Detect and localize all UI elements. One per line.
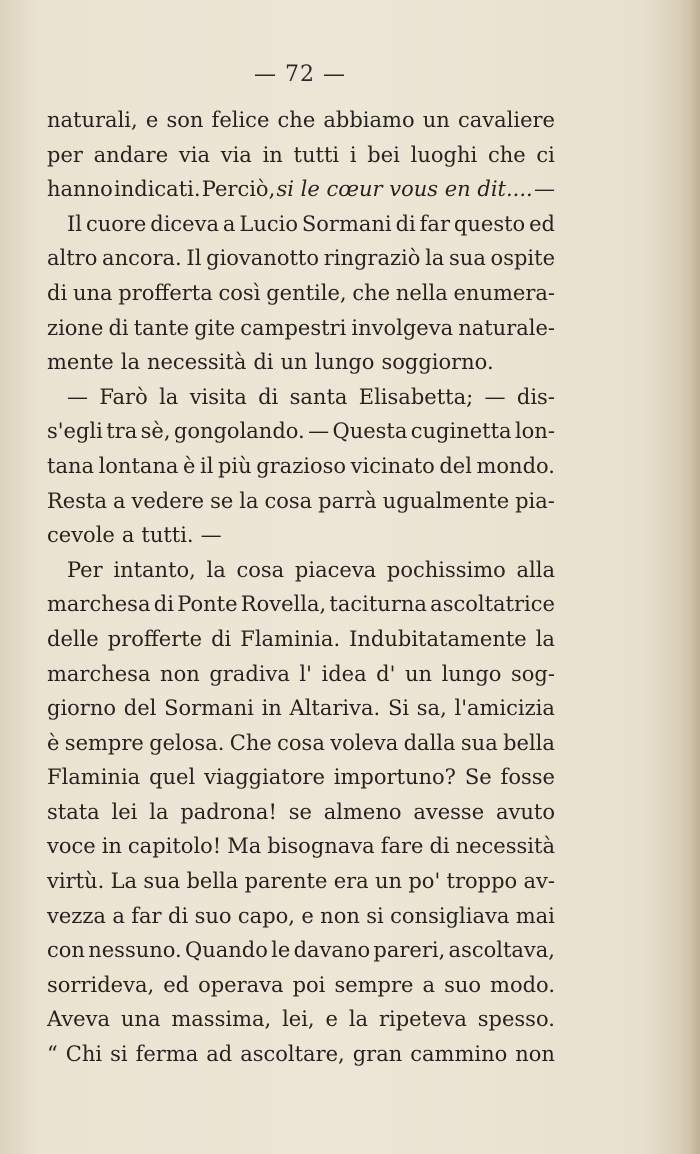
word: la	[535, 626, 555, 651]
word: è	[47, 730, 60, 755]
word: abbiamo	[323, 108, 415, 132]
word: dis-	[516, 384, 555, 409]
text-line	[47, 207, 555, 242]
word: sè,	[140, 419, 171, 444]
word: davano	[293, 938, 371, 963]
word: lungo	[441, 661, 502, 686]
word: Che	[229, 730, 272, 755]
word: capitolo!	[127, 834, 222, 859]
word: Ponte	[177, 592, 238, 617]
word: avesse	[413, 799, 485, 824]
word: nella	[395, 280, 448, 305]
word: ancora.	[102, 246, 182, 271]
word: lon-	[514, 419, 555, 444]
text-line	[47, 553, 555, 588]
word: gran	[352, 1042, 403, 1067]
word: la	[149, 799, 169, 824]
word: questo	[453, 211, 526, 236]
word: —	[200, 523, 222, 548]
word: ci	[536, 142, 555, 167]
word: le	[271, 938, 291, 963]
text-line	[47, 138, 555, 173]
word: campestri	[240, 315, 347, 340]
word: —	[308, 419, 330, 444]
word: dalla	[403, 730, 456, 755]
word: gongolando.	[173, 419, 305, 444]
word: avuto	[495, 799, 555, 824]
word: Elisabetta;	[358, 384, 474, 409]
text-line	[47, 241, 555, 276]
word: la	[206, 557, 226, 582]
word: spesso.	[477, 1007, 555, 1032]
word: Questa	[332, 419, 408, 444]
word: almeno	[323, 799, 402, 824]
word: per	[47, 142, 83, 167]
word: Resta	[47, 488, 107, 513]
word: piaceva	[294, 557, 377, 582]
word: av-	[523, 869, 555, 894]
word: se	[288, 799, 312, 824]
word: sa,	[416, 696, 447, 721]
word: che	[277, 108, 316, 132]
text-line	[47, 864, 555, 899]
word: via	[178, 142, 210, 167]
word: pareri,	[373, 938, 446, 963]
text-line	[47, 795, 555, 830]
word: stata	[47, 799, 100, 824]
word: cosa	[264, 488, 313, 513]
word: è	[183, 453, 196, 478]
word: grazioso	[256, 453, 347, 478]
word: son	[166, 108, 204, 132]
word: del	[123, 696, 157, 721]
word: bella	[503, 730, 555, 755]
word: ferma	[135, 1042, 199, 1067]
word: tana	[47, 453, 95, 478]
word: altro	[47, 246, 98, 271]
word: diceva	[150, 211, 219, 236]
word: di	[153, 592, 174, 617]
word: involgeva	[351, 315, 454, 340]
word: —	[533, 177, 555, 202]
word: modo.	[490, 972, 555, 997]
word: l'amicizia	[454, 696, 555, 721]
word: fosse	[500, 765, 555, 790]
word: non	[320, 903, 360, 928]
word: cosa	[236, 557, 285, 582]
word: si	[110, 1042, 128, 1067]
word: naturale-	[458, 315, 555, 340]
text-line	[47, 587, 555, 622]
text-line	[47, 691, 555, 726]
word: di	[395, 211, 416, 236]
word: gelosa.	[149, 730, 225, 755]
word: ringraziò	[323, 246, 421, 271]
word: non	[160, 661, 200, 686]
word: profferta	[118, 280, 213, 305]
page-edge	[686, 0, 700, 1154]
word: idea	[321, 661, 367, 686]
word: vicinato	[350, 453, 435, 478]
word: Altariva.	[289, 696, 381, 721]
word: e	[301, 903, 314, 928]
word: parente	[244, 869, 328, 894]
word: tutti.	[141, 523, 194, 548]
word: cuore	[85, 211, 147, 236]
word: giorno	[47, 696, 117, 721]
word: la	[239, 488, 259, 513]
word: capo,	[237, 903, 295, 928]
word: a	[422, 972, 436, 997]
word: tutti	[293, 142, 340, 167]
word: Flaminia	[47, 765, 141, 790]
text-line	[47, 829, 555, 864]
word: ascoltare,	[240, 1042, 345, 1067]
text-line	[47, 311, 555, 346]
word: che	[487, 142, 526, 167]
word: una	[120, 1007, 161, 1032]
word: di	[211, 626, 232, 651]
text-line	[47, 345, 555, 380]
word: non	[515, 1042, 555, 1067]
word: marchesa	[47, 592, 151, 617]
word: ed	[163, 972, 190, 997]
word: Flaminia.	[240, 626, 341, 651]
text-line	[47, 414, 555, 449]
text-line	[47, 1002, 555, 1037]
word: Per	[67, 557, 103, 582]
word: intanto,	[113, 557, 196, 582]
word: ugualmente	[382, 488, 510, 513]
word: Lucio	[239, 211, 298, 236]
word: un	[375, 869, 403, 894]
word: giovanotto	[206, 246, 319, 271]
word: virtù.	[47, 869, 105, 894]
word: bella	[186, 869, 239, 894]
word: di	[47, 280, 68, 305]
word: bisognava	[267, 834, 375, 859]
word: e	[325, 1007, 338, 1032]
word: indicati.	[114, 177, 201, 202]
word: gite	[194, 315, 236, 340]
word: ascoltava,	[448, 938, 555, 963]
word: mai	[515, 903, 555, 928]
word: ospite	[490, 246, 555, 271]
text-line	[47, 1037, 555, 1072]
word: di	[108, 315, 129, 340]
word: d'	[376, 661, 396, 686]
word: cammino	[410, 1042, 508, 1067]
word: pochissimo	[386, 557, 506, 582]
word: più	[217, 453, 252, 478]
word: cosa	[277, 730, 325, 755]
text-line	[47, 899, 555, 934]
word: a	[112, 903, 125, 928]
word: profferte	[107, 626, 203, 651]
italic-phrase: si le cœur vous en dit....	[276, 177, 533, 202]
word: necessità	[455, 834, 555, 859]
word: sua	[460, 730, 498, 755]
word: —	[67, 384, 88, 409]
text-line	[47, 968, 555, 1003]
text-line	[47, 622, 555, 657]
word: felice	[211, 108, 270, 132]
word: visita	[189, 384, 247, 409]
word: luoghi	[410, 142, 478, 167]
word: fare	[380, 834, 424, 859]
word: troppo	[446, 869, 518, 894]
word: taciturna	[329, 592, 427, 617]
word: gentile,	[266, 280, 347, 305]
word: santa	[289, 384, 348, 409]
word: naturali,	[47, 108, 138, 132]
word: voleva	[330, 730, 399, 755]
text-line	[47, 449, 555, 484]
word: viaggiatore	[204, 765, 325, 790]
word: che	[352, 280, 391, 305]
word: di	[253, 350, 274, 375]
word: la	[120, 350, 140, 375]
word: via	[220, 142, 252, 167]
text-line	[47, 518, 555, 553]
word: operava	[198, 972, 284, 997]
text-line	[47, 172, 555, 207]
word: lontana	[98, 453, 179, 478]
word: ripeteva	[378, 1007, 467, 1032]
word: cevole	[47, 523, 115, 548]
word: mondo.	[476, 453, 555, 478]
word: sempre	[64, 730, 144, 755]
word: di	[258, 384, 279, 409]
text-line	[47, 760, 555, 795]
word: La	[110, 869, 138, 894]
word: Se	[464, 765, 492, 790]
word: ascoltatrice	[430, 592, 555, 617]
word: cavaliere	[457, 108, 555, 132]
word: la	[159, 384, 179, 409]
word: nessuno.	[88, 938, 182, 963]
word: voce	[47, 834, 96, 859]
word: e	[145, 108, 159, 132]
word: zione	[47, 315, 104, 340]
word: a	[121, 523, 135, 548]
word: po'	[408, 869, 441, 894]
word: di	[429, 834, 450, 859]
word: ad	[206, 1042, 233, 1067]
word: lei,	[282, 1007, 315, 1032]
word: Il	[186, 246, 202, 271]
word: massima,	[171, 1007, 272, 1032]
word: vedere	[131, 488, 205, 513]
word: Rovella,	[240, 592, 327, 617]
word: del	[439, 453, 472, 478]
word: i	[349, 142, 357, 167]
word: un	[422, 108, 450, 132]
word: la	[348, 1007, 369, 1032]
word: Quando	[185, 938, 268, 963]
word: Perciò,	[201, 177, 276, 202]
text-line	[47, 103, 555, 138]
word: padrona!	[180, 799, 277, 824]
word: lungo	[314, 350, 375, 375]
word: pia-	[515, 488, 555, 513]
word: in	[261, 696, 282, 721]
word: s'egli	[47, 419, 103, 444]
word: tra	[106, 419, 138, 444]
word: Indubitatamente	[349, 626, 527, 651]
word: far	[419, 211, 450, 236]
word: se	[210, 488, 234, 513]
word: enumera-	[453, 280, 555, 305]
word: una	[72, 280, 113, 305]
word: importuno?	[333, 765, 456, 790]
word: a	[222, 211, 236, 236]
word: quel	[149, 765, 196, 790]
word: vezza	[47, 903, 106, 928]
word: sempre	[334, 972, 414, 997]
word: mente	[47, 350, 114, 375]
word: —	[484, 384, 506, 409]
word: era	[333, 869, 369, 894]
text-line	[47, 484, 555, 519]
word: il	[199, 453, 214, 478]
word: Aveva	[47, 1007, 110, 1032]
word: così	[218, 280, 261, 305]
word: la	[425, 246, 445, 271]
word: sog-	[510, 661, 555, 686]
word: lei	[111, 799, 138, 824]
word: suo	[444, 972, 482, 997]
word: poi	[292, 972, 326, 997]
word: l'	[299, 661, 312, 686]
word: soggiorno.	[381, 350, 494, 375]
word: alla	[516, 557, 555, 582]
word: Si	[387, 696, 410, 721]
word: andare	[93, 142, 169, 167]
word: sorrideva,	[47, 972, 155, 997]
word: un	[280, 350, 308, 375]
word: si	[366, 903, 384, 928]
word: delle	[47, 626, 99, 651]
word: “	[47, 1042, 58, 1067]
text-line	[47, 726, 555, 761]
text-line	[47, 657, 555, 692]
word: ed	[529, 211, 555, 236]
page-number: — 72 —	[254, 62, 346, 87]
word: suo	[194, 903, 232, 928]
body-text	[47, 103, 555, 1072]
word: Sormani	[301, 211, 392, 236]
word: Farò	[99, 384, 148, 409]
word: consigliava	[390, 903, 510, 928]
word: con	[47, 938, 85, 963]
word: Il	[67, 211, 83, 236]
word: tante	[133, 315, 190, 340]
word: in	[262, 142, 283, 167]
text-line	[47, 276, 555, 311]
word: Ma	[227, 834, 262, 859]
word: hanno	[47, 177, 113, 202]
word: gradiva	[209, 661, 290, 686]
word: di	[168, 903, 189, 928]
word: sua	[143, 869, 181, 894]
word: a	[112, 488, 126, 513]
word: bei	[367, 142, 400, 167]
word: necessità	[146, 350, 247, 375]
word: in	[101, 834, 122, 859]
text-line	[47, 380, 555, 415]
word: cuginetta	[410, 419, 512, 444]
word: parrà	[318, 488, 377, 513]
word: un	[404, 661, 432, 686]
word: Chi	[65, 1042, 103, 1067]
word: Sormani	[164, 696, 254, 721]
text-line	[47, 933, 555, 968]
word: sua	[449, 246, 486, 271]
word: far	[131, 903, 162, 928]
word: marchesa	[47, 661, 151, 686]
